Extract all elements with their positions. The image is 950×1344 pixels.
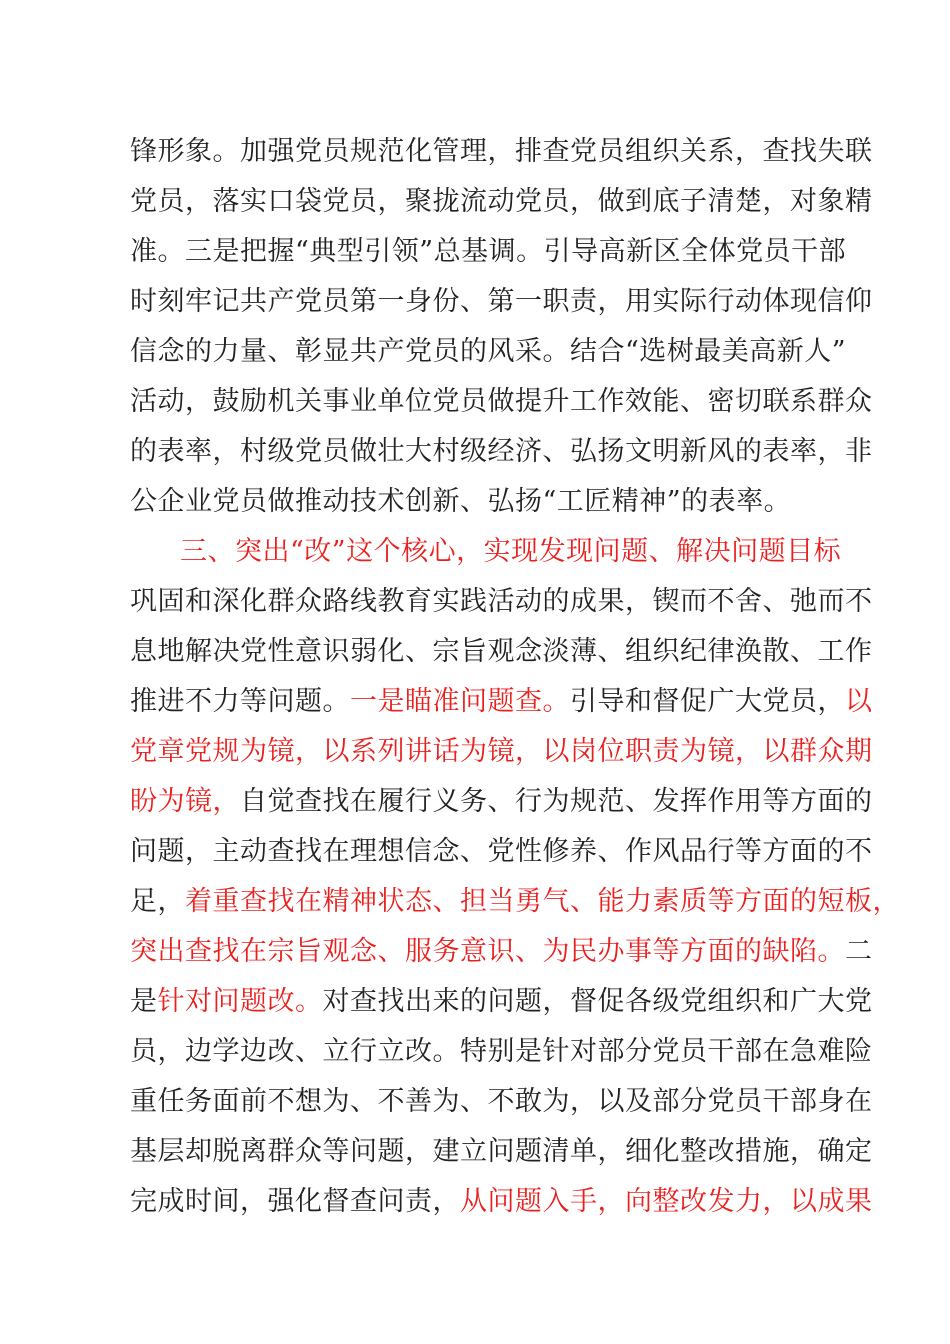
highlight-run: 一是瞄准问题查。 <box>350 686 570 717</box>
text-line <box>130 432 873 472</box>
text-line <box>130 1182 873 1222</box>
text-run: 重任务面前不想为、不善为、不敢为，以及部分党员干部身在 <box>130 1086 873 1117</box>
text-run: 信念的力量、彰显共产党员的风采。结合“选树最美高新人” <box>130 336 847 367</box>
text-line <box>130 882 900 922</box>
text-run: 活动，鼓励机关事业单位党员做提升工作效能、密切联系群众 <box>130 386 873 417</box>
text-line <box>130 732 873 772</box>
highlight-run: 突出查找在宗旨观念、服务意识、为民办事等方面的缺陷。 <box>130 936 845 967</box>
highlight-run: 着重查找在精神状态、担当勇气、能力素质等方面的短板， <box>185 886 900 917</box>
text-line <box>130 1082 873 1122</box>
text-run: 自觉查找在履行义务、行为规范、发挥作用等方面的 <box>240 786 873 817</box>
text-line <box>130 832 873 872</box>
section-heading <box>180 532 842 572</box>
text-line <box>130 232 847 272</box>
text-line <box>130 482 824 522</box>
text-line <box>130 382 873 422</box>
text-line <box>130 932 873 972</box>
text-line <box>130 582 873 622</box>
text-run: 时刻牢记共产党员第一身份、第一职责，用实际行动体现信仰 <box>130 286 873 317</box>
text-line <box>130 782 873 822</box>
text-run: 是 <box>130 986 158 1017</box>
text-run: 准。三是把握“典型引领”总基调。引导高新区全体党员干部 <box>130 236 847 267</box>
highlight-run: 针对问题改。 <box>157 986 323 1017</box>
text-line <box>130 182 873 222</box>
text-run: 员，边学边改、立行立改。特别是针对部分党员干部在急难险 <box>130 1036 873 1067</box>
text-line <box>130 332 847 372</box>
text-run: 二 <box>845 936 873 967</box>
text-run: 引导和督促广大党员， <box>570 686 845 717</box>
text-run: 基层却脱离群众等问题，建立问题清单，细化整改措施，确定 <box>130 1136 873 1167</box>
text-run: 息地解决党性意识弱化、宗旨观念淡薄、组织纪律涣散、工作 <box>130 636 873 667</box>
text-line <box>130 632 873 672</box>
text-run: 推进不力等问题。 <box>130 686 350 717</box>
text-run: 党员，落实口袋党员，聚拢流动党员，做到底子清楚，对象精 <box>130 186 873 217</box>
text-run: 对查找出来的问题，督促各级党组织和广大党 <box>322 986 873 1017</box>
text-run: 足， <box>130 886 185 917</box>
text-line <box>130 1132 873 1172</box>
highlight-run: 盼为镜， <box>130 786 240 817</box>
text-run: 完成时间，强化督查问责， <box>130 1186 460 1217</box>
text-line <box>130 982 873 1022</box>
highlight-run: 党章党规为镜，以系列讲话为镜，以岗位职责为镜，以群众期 <box>130 736 873 767</box>
highlight-run: 以 <box>845 686 873 717</box>
text-run: 巩固和深化群众路线教育实践活动的成果，锲而不舍、弛而不 <box>130 586 873 617</box>
text-line <box>130 682 873 722</box>
text-run: 的表率，村级党员做壮大村级经济、弘扬文明新风的表率，非 <box>130 436 873 467</box>
text-line <box>130 1032 873 1072</box>
heading-text: 三、突出“改”这个核心，实现发现问题、解决问题目标 <box>180 536 842 567</box>
text-run: 公企业党员做推动技术创新、弘扬“工匠精神”的表率。 <box>130 486 792 517</box>
text-run: 锋形象。加强党员规范化管理，排查党员组织关系，查找失联 <box>130 136 873 167</box>
text-run: 问题，主动查找在理想信念、党性修养、作风品行等方面的不 <box>130 836 873 867</box>
text-line <box>130 282 873 322</box>
text-line <box>130 132 873 172</box>
highlight-run: 从问题入手，向整改发力，以成果 <box>460 1186 873 1217</box>
